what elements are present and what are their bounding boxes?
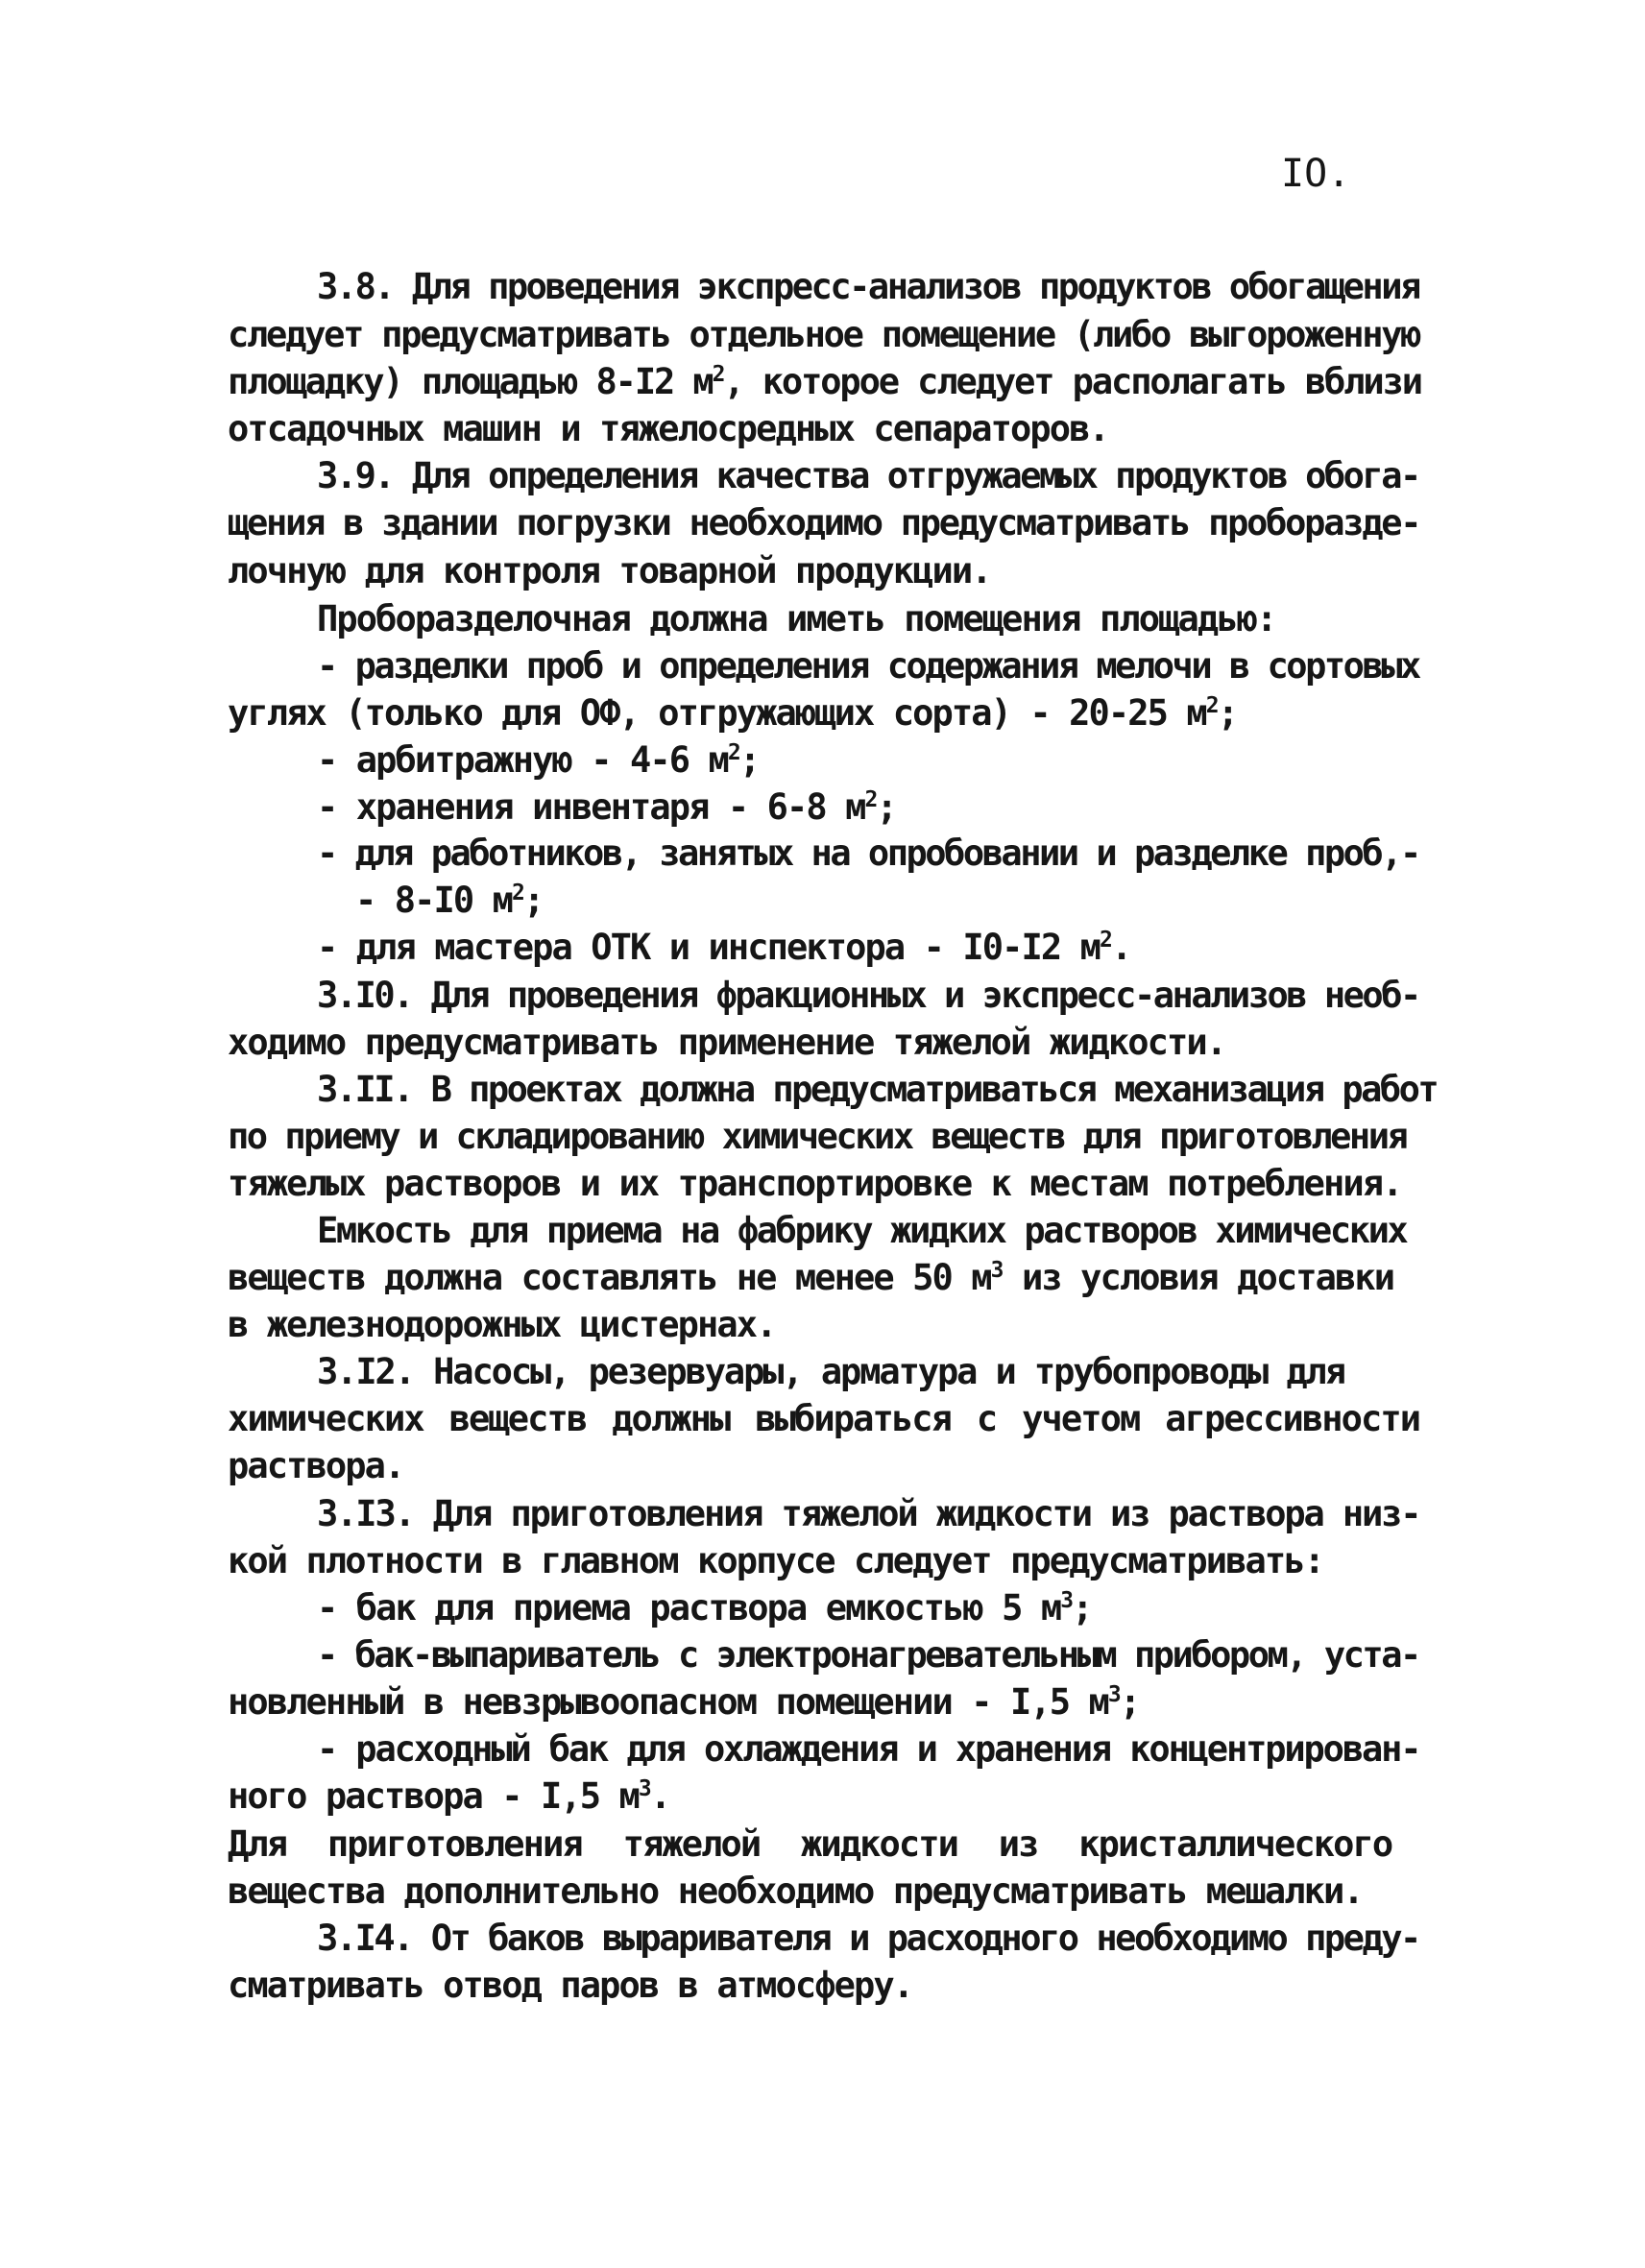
text-line: - разделки проб и определения содержания мелочи в сортовых xyxy=(317,645,1419,687)
text-line: ходимо предусматривать применение тяжелой жидкости. xyxy=(228,1022,1226,1063)
text-line: - хранения инвентаря - 6-8 $м^2$; xyxy=(317,786,896,828)
text-line: - 8-I0 $м^2$; xyxy=(355,880,544,921)
text-line: раствора. xyxy=(228,1445,404,1486)
text-line: - бак для приема раствора емкостью 5 $м^3$; xyxy=(317,1587,1092,1629)
text-line: - расходный бак для охлаждения и хранения концентрирован- xyxy=(317,1728,1420,1770)
text-line: лочную для контроля товарной продукции. xyxy=(228,550,991,591)
text-line: 3.I0. Для проведения фракционных и экспресс-анализов необ- xyxy=(317,975,1419,1016)
text-line: по приему и складированию химических веществ для приготовления xyxy=(228,1116,1407,1157)
text-line: - бак-выпариватель с электронагревательным прибором, уста- xyxy=(317,1634,1419,1676)
text-line: - для мастера ОТК и инспектора - I0-I2 $м^2$. xyxy=(317,927,1131,968)
text-line: Емкость для приема на фабрику жидких растворов химических xyxy=(317,1210,1407,1251)
text-line: следует предусматривать отдельное помещение (либо выгороженную xyxy=(228,314,1420,355)
text-line: в железнодорожных цистернах. xyxy=(228,1304,776,1345)
text-line: Пробоpазделочная должна иметь помещения площадью: xyxy=(317,598,1276,639)
text-line: сматривать отвод паров в атмосферу. xyxy=(228,1965,913,2006)
text-line: веществ должна составлять не менее 50 $м^3$ из условия доставки xyxy=(228,1257,1394,1298)
text-line: 3.II. В проектах должна предусматриваться механизация работ xyxy=(317,1069,1438,1110)
text-line: тяжелых растворов и их транспортировке к местам потребления. xyxy=(228,1163,1402,1204)
text-line: - для работников, занятых на опробовании и разделке проб,- xyxy=(317,832,1419,874)
text-line: щения в здании погрузки необходимо предусматривать пробоpазде- xyxy=(228,502,1420,543)
text-line: - арбитражную - 4-6 $м^2$; xyxy=(317,739,760,781)
text-line: ного раствора - I,5 $м^3$. xyxy=(228,1775,670,1817)
text-line: Для приготовления тяжелой жидкости из кристаллического xyxy=(228,1823,1392,1865)
text-line: 3.9. Для определения качества отгружаемых продуктов обога- xyxy=(317,455,1419,496)
text-line: углях (только для ОФ, отгружающих сорта) - 20-25 $м^2$; xyxy=(228,692,1238,734)
text-line: 3.I4. От баков выраривателя и расходного необходимо преду- xyxy=(317,1918,1419,1959)
text-line: площадку) площадью 8-I2 $м^2$, которое следует располагать вблизи xyxy=(228,361,1421,402)
text-line: 3.I3. Для приготовления тяжелой жидкости из раствора низ- xyxy=(317,1493,1420,1534)
text-line: новленный в невзрывоопасном помещении - I,5 $м^3$; xyxy=(228,1681,1140,1723)
text-line: 3.I2. Насосы, резервуары, арматура и трубопроводы для xyxy=(317,1351,1344,1392)
text-line: отсадочных машин и тяжелосредных сепараторов. xyxy=(228,408,1108,449)
page-number: IO. xyxy=(1281,152,1351,196)
text-line: кой плотности в главном корпусе следует предусматривать: xyxy=(228,1540,1324,1581)
text-line: 3.8. Для проведения экспресс-анализов продуктов обогащения xyxy=(317,266,1419,307)
text-line: химических веществ должны выбираться с учетом агрессивности xyxy=(228,1398,1420,1439)
text-line: вещества дополнительно необходимо предусматривать мешалки. xyxy=(228,1870,1363,1912)
